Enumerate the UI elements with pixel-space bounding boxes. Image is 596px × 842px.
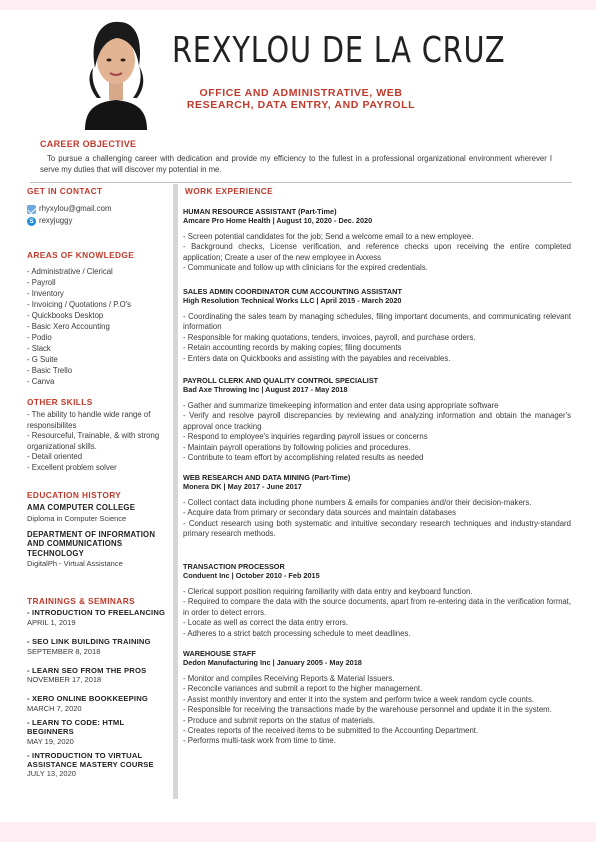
skill-item: - Excellent problem solver <box>27 462 117 472</box>
experience-title: WORK EXPERIENCE <box>185 186 274 196</box>
training-title: - LEARN TO CODE: HTML BEGINNERS <box>27 718 125 736</box>
column-divider <box>173 184 178 799</box>
job-duty: - Conduct research using both systematic and intuitive secondary research techniques and industry-standard primary research methods. <box>183 518 571 539</box>
job-duty: - Assist monthly inventory and enter it into the system and perform twice a week random cycle counts. <box>183 694 535 704</box>
job-duty: - Required to compare the data with the source documents, apart from re-entering data in the verification format, in order to detect errors. <box>183 597 571 617</box>
training-date: NOVEMBER 17, 2018 <box>27 675 102 685</box>
education-school: AMA COMPUTER COLLEGE <box>27 503 136 512</box>
job-duty: - Coordinating the sales team by managing schedules, filing important documents, and communicating relevant information <box>183 312 571 332</box>
skill-item: - Detail oriented <box>27 452 83 461</box>
job-title: SALES ADMIN COORDINATOR CUM ACCOUNTING ASSISTANT <box>183 287 402 296</box>
knowledge-item: - Invoicing / Quotations / P.O's <box>27 300 132 309</box>
education-degree: Diploma in Computer Science <box>27 513 127 523</box>
job-duty: - Gather and summarize timekeeping information and enter data using appropriate software <box>183 401 499 410</box>
job-company: Monera DK | May 2017 - June 2017 <box>183 482 302 491</box>
training-date: MARCH 7, 2020 <box>27 704 82 714</box>
job-title: HUMAN RESOURCE ASSISTANT (Part-Time) <box>183 207 337 216</box>
job-duty: - Communicate and follow up with clinicians for the expired credentials. <box>183 263 428 273</box>
career-objective-text: To pursue a challenging career with dedication and provide my efficiency to the fullest in a professional organizational environment wherever I serve my duties that will discover my potential in me. <box>40 154 552 174</box>
knowledge-item: - Administrative / Clerical <box>27 267 113 276</box>
skype-row[interactable] <box>27 215 169 227</box>
job-duty: - Acquire data from primary or secondary data sources and maintain databases <box>183 508 457 518</box>
job-duty: - Adheres to a strict batch processing schedule to meet deadlines. <box>183 628 411 638</box>
job-duty: - Collect contact data including phone numbers & emails for companies and/or their decision-makers. <box>183 498 532 507</box>
training-title: - INTRODUCTION TO FREELANCING <box>27 608 166 617</box>
job-entry <box>183 207 571 274</box>
job-entry <box>183 376 571 463</box>
job-title: TRANSACTION PROCESSOR <box>183 562 285 571</box>
training-title: - LEARN SEO FROM THE PROS <box>27 665 147 675</box>
job-company: Conduent Inc | October 2010 - Feb 2015 <box>183 571 320 580</box>
job-duty: - Monitor and compiles Receiving Reports & Material Issuers. <box>183 674 395 683</box>
candidate-role: OFFICE AND ADMINISTRATIVE, WEB RESEARCH, DATA ENTRY, AND PAYROLL <box>186 87 416 111</box>
career-objective-title: CAREER OBJECTIVE <box>40 139 137 149</box>
job-duty: - Respond to employee's inquiries regarding payroll issues or concerns <box>183 432 428 442</box>
job-company: Bad Axe Throwing Inc | August 2017 - May 2018 <box>183 385 348 394</box>
email-icon <box>27 205 36 214</box>
job-duty: - Responsible for receiving the transactions made by the warehouse personnel and update it in the system. <box>183 705 552 715</box>
job-company: High Resolution Technical Works LLC | April 2015 - March 2020 <box>183 296 402 305</box>
skype-value[interactable]: rexyjuggy <box>39 216 73 225</box>
education-title: EDUCATION HISTORY <box>27 490 122 500</box>
job-duty: - Responsible for making quotations, tenders, invoices, payroll, and purchase orders. <box>183 332 476 342</box>
job-duty: - Background checks, License verification, and reference checks upon receiving the entire completed application; Create a user of the new employee in Axxess <box>183 242 571 262</box>
job-duty: - Retain accounting records by making copies; filing documents <box>183 343 402 353</box>
job-duty: - Produce and submit reports on the status of materials. <box>183 715 375 725</box>
skills-section <box>27 397 169 473</box>
training-title: - XERO ONLINE BOOKKEEPING <box>27 694 149 704</box>
knowledge-item: - Slack <box>27 344 51 353</box>
training-title: - SEO LINK BUILDING TRAINING <box>27 636 151 646</box>
job-duty: - Reconcile variances and submit a report to the higher management. <box>183 684 423 694</box>
knowledge-item: - Basic Trello <box>27 366 73 375</box>
top-band <box>0 0 596 10</box>
knowledge-item: - Canva <box>27 377 55 386</box>
email-row[interactable] <box>27 203 169 215</box>
job-company: Amcare Pro Home Health | August 10, 2020 - Dec. 2020 <box>183 216 373 225</box>
trainings-title: TRAININGS & SEMINARS <box>27 596 136 606</box>
bottom-band <box>0 822 596 842</box>
job-duty: - Creates reports of the received items to be submitted to the Accounting Department. <box>183 726 479 736</box>
job-duty: - Contribute to team effort by accomplishing related results as needed <box>183 453 424 463</box>
knowledge-item: - Basic Xero Accounting <box>27 322 110 331</box>
knowledge-item: - Quickbooks Desktop <box>27 311 104 320</box>
job-title: WAREHOUSE STAFF <box>183 649 256 658</box>
knowledge-title: AREAS OF KNOWLEDGE <box>27 250 135 260</box>
knowledge-item: - Inventory <box>27 289 64 298</box>
job-duty: - Verify and resolve payroll discrepancies by reviewing and analyzing information and obtain the manager's approval once tracking <box>183 411 571 431</box>
skills-title: OTHER SKILLS <box>27 397 93 407</box>
job-duty: - Screen potential candidates for the job; Send a welcome email to a new employee. <box>183 232 474 241</box>
training-title: - INTRODUCTION TO VIRTUAL ASSISTANCE MASTERY COURSE <box>27 750 154 769</box>
contact-title: GET IN CONTACT <box>27 186 103 196</box>
contact-section <box>27 186 169 227</box>
knowledge-item: - Podio <box>27 333 52 342</box>
job-entry <box>183 287 571 364</box>
training-date: SEPTEMBER 8, 2018 <box>27 646 101 656</box>
training-date: MAY 19, 2020 <box>27 736 74 746</box>
job-entry <box>183 649 571 747</box>
knowledge-section <box>27 250 169 387</box>
skill-item: - The ability to handle wide range of responsibilites <box>27 410 151 430</box>
training-date: JULY 13, 2020 <box>27 769 76 779</box>
job-duty: - Locate as well as correct the data entry errors. <box>183 618 349 628</box>
job-duty: - Performs multi-task work from time to time. <box>183 736 336 746</box>
trainings-section <box>27 596 169 778</box>
education-school: DEPARTMENT OF INFORMATION AND COMMUNICATIONS TECHNOLOGY <box>27 529 156 558</box>
job-duty: - Maintain payroll operations by following policies and procedures. <box>183 442 411 452</box>
training-date: APRIL 1, 2019 <box>27 617 76 627</box>
job-duty: - Clerical support position requiring familiarity with data entry and keyboard function. <box>183 587 473 596</box>
knowledge-item: - Payroll <box>27 278 56 287</box>
education-section <box>27 490 169 569</box>
skype-icon: S <box>27 217 36 226</box>
section-divider <box>30 182 572 183</box>
education-degree: DigitalPh - Virtual Assistance <box>27 559 123 568</box>
skill-item: - Resourceful, Trainable, & with strong organizational skills. <box>27 431 160 451</box>
job-entry <box>183 473 571 540</box>
knowledge-item: - G Suite <box>27 355 58 364</box>
job-title: PAYROLL CLERK AND QUALITY CONTROL SPECIALIST <box>183 376 379 385</box>
job-company: Dedon Manufacturing Inc | January 2005 - May 2018 <box>183 658 362 667</box>
profile-photo <box>73 16 159 130</box>
job-entry <box>183 562 571 639</box>
job-duty: - Enters data on Quickbooks and assisting with the payables and receivables. <box>183 353 451 363</box>
email-value[interactable]: rhyxylou@gmail.com <box>39 204 112 213</box>
candidate-name: REXYLOU DE LA CRUZ <box>172 30 506 71</box>
job-title: WEB RESEARCH AND DATA MINING (Part-Time) <box>183 473 351 482</box>
